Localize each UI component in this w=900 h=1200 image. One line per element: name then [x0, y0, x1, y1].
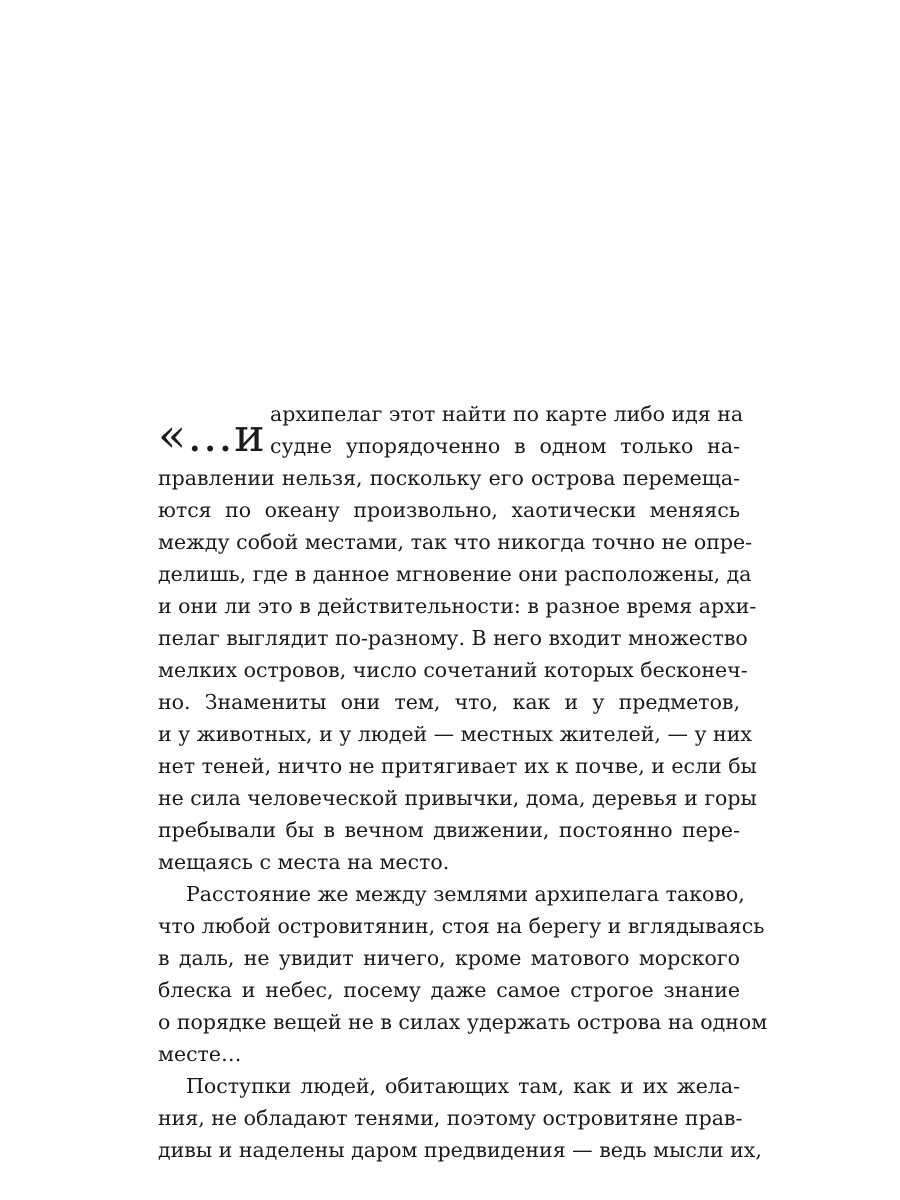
drop-cap: «…и	[158, 408, 266, 462]
text-line: ния, не обладают тенями, поэтому островитяне прав-	[158, 1106, 743, 1130]
text-line: блеска и небес, посему даже самое строгое знание	[158, 978, 740, 1002]
text-line: в даль, не увидит ничего, кроме матового морского	[158, 946, 740, 970]
text-line: правлении нельзя, поскольку его острова перемеща-	[158, 466, 740, 490]
text-line: делишь, где в данное мгновение они расположены, да	[158, 562, 752, 586]
text-line: пребывали бы в вечном движении, постоянно пере-	[158, 818, 740, 842]
text-line: но. Знамениты они тем, что, как и у предметов,	[158, 690, 740, 714]
text-line: мещаясь с места на место.	[158, 850, 450, 874]
text-line: не сила человеческой привычки, дома, деревья и горы	[158, 786, 757, 810]
text-line: и они ли это в действительности: в разное время архи-	[158, 594, 757, 618]
text-line: что любой островитянин, стоя на берегу и вглядываясь	[158, 914, 765, 938]
text-line: месте…	[158, 1042, 242, 1066]
text-line: нет теней, ничто не притягивает их к почве, и если бы	[158, 754, 757, 778]
text-line: мелких островов, число сочетаний которых бесконеч-	[158, 658, 748, 682]
text-line: и у животных, и у людей — местных жителей, — у них	[158, 722, 752, 746]
text-line: архипелаг этот найти по карте либо идя на	[270, 402, 744, 426]
text-line: ются по океану произвольно, хаотически меняясь	[158, 498, 740, 522]
text-line: дивы и наделены даром предвидения — ведь мысли их,	[158, 1138, 762, 1162]
text-line: о порядке вещей не в силах удержать острова на одном	[158, 1010, 768, 1034]
text-line: Поступки людей, обитающих там, как и их жела-	[186, 1074, 740, 1098]
text-line: между собой местами, так что никогда точно не опре-	[158, 530, 753, 554]
text-line: пелаг выглядит по-разному. В него входит множество	[158, 626, 748, 650]
text-line: судне упорядоченно в одном только на-	[270, 434, 740, 458]
text-line: Расстояние же между землями архипелага таково,	[186, 882, 745, 906]
